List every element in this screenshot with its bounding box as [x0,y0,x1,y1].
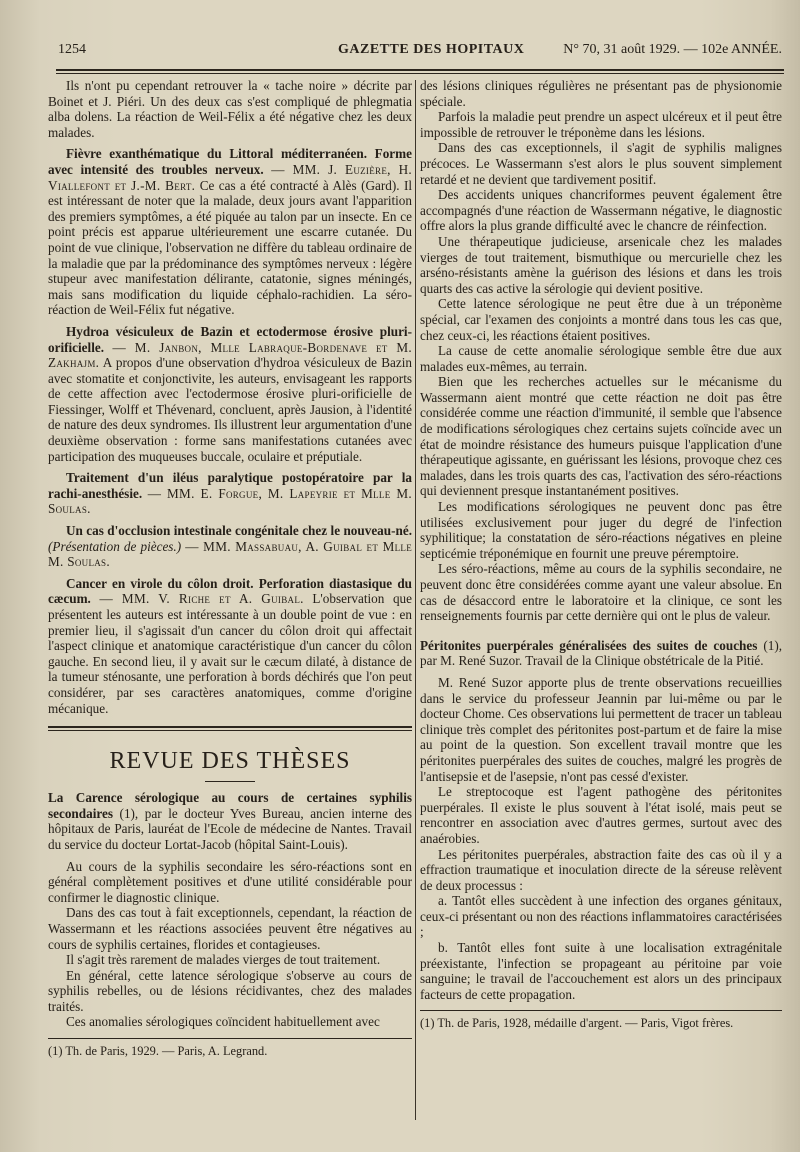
journal-title: GAZETTE DES HOPITAUX [338,42,525,57]
paragraph: b. Tantôt elles font suite à une localisation extragénitale préexistante, l'infection se propageant au péritoine par voie sanguine; le travail de l'accouchement est alors un des principaux facteurs de cette propagation. [420,940,782,1002]
paragraph: Une thérapeutique judicieuse, arsenicale chez les malades vierges de tout traitement, bismuthique ou mercurielle chez les arséno-résistants amène la guérison des lésions et dans les trois quarts des cas active la sérologie qui devient positive. [420,233,782,296]
header-rule-thin [56,73,784,74]
section-title: Cancer en virole du côlon droit. Perforation diastasique du cæcum. [48,575,412,607]
section-title: Fièvre exanthématique du Littoral méditerranéen. Forme avec intensité des troubles nerveux. [48,146,412,177]
paragraph: Ces anomalies sérologiques coïncident habituellement avec [66,1014,380,1030]
thesis-carence-heading [48,790,412,852]
paragraph: Dans des cas tout à fait exceptionnels, cependant, la réaction de Wassermann et les réactions associées peuvent être négatives au cours de syphilis certaines, florides et contagieuses. [48,905,412,952]
page-number: 1254 [58,42,86,57]
paragraph: La cause de cette anomalie sérologique semble être due aux malades eux-mêmes, au terrain. [420,343,782,374]
theses-heading: REVUE DES THÈSES [109,748,351,775]
paragraph: Bien que les recherches actuelles sur le mécanisme du Wassermann aient montré que cette réaction ne doit pas être considérée comme une réaction d'immunité, il semble que l'absence de modifications sérologiques chez certains sujets coïncide avec un état de moindre résistance des humeurs puisque l'application d'une thérapeutique agissante, en guérissant les lésions, provoque chez ces malades, dans les trois quarts des cas, l'activation des séro-réactions qui deviennent presque instantanément positives. [420,374,782,499]
issue-info: N° 70, 31 août 1929. — 102e ANNÉE. [563,42,782,57]
section-authors: — MM. V. Riche et A. Guibal. [99,591,304,607]
section-title: Un cas d'occlusion intestinale congénitale chez le nouveau-né. [66,523,412,539]
section-authors: — MM. J. Euzière, H. Viallefont et J.-M. Bert. [48,161,413,193]
header-rule [56,69,784,71]
paragraph: Il s'agit très rarement de malades vierges de tout traitement. [66,952,381,968]
thesis-title: Péritonites puerpérales généralisées des suites de couches [420,637,758,653]
footnote: (1) Th. de Paris, 1929. — Paris, A. Legrand. [48,1044,268,1059]
paragraph: Cette latence sérologique ne peut être due à un tréponème spécial, car l'examen des conjoints a montré dans tous les cas que, chez ceux-ci, les réactions étaient positives. [420,296,782,343]
short-rule [205,781,255,782]
section-text: Ce cas a été contracté à Alès (Gard). Il est intéressant de noter que la malade, deux jours avant l'apparition des premiers symptômes, a été piquée au talon par un insecte. En ce point précis est apparue ultérieurement une escarre cutanée. Du point de vue clinique, l'observation ne diffère du tableau ordinaire de la maladie que par la prédominance des symptômes nerveux : légère stupeur avec manifestation délirante, catatonie, signes méningés, mais sans modification du liquide céphalo-rachidien. La séro-réaction de Weil-Félix fut négative. [48,177,413,318]
paragraph: des lésions cliniques régulières ne présentant pas de physionomie spéciale. [420,78,782,109]
section-occlusion [48,523,412,570]
paragraph: M. René Suzor apporte plus de trente observations recueillies dans le service du professeur Jeannin par lui-même ou par le docteur Chome. Ces observations lui permettent de tracer un tableau clinique très complet des péritonites post-partum et de faire la mise au point de la question. Son excellent travail montre que les péritonites puerpérales des suites de couches, malgré les progrès de l'antisepsie et de l'asepsie, n'ont pas cessé d'exister. [420,674,782,784]
paragraph: Ils n'ont pu cependant retrouver la « tache noire » décrite par Boinet et J. Piéri. Un des deux cas s'est compliqué de phlegmatia alba dolens. La réaction de Weil-Félix a été négative chez les deux malades. [48,78,412,140]
footnote-rule [420,1010,782,1011]
paragraph: Parfois la maladie peut prendre un aspect ulcéreux et il peut être impossible de retrouver le tréponème dans les lésions. [420,109,782,140]
left-column [48,78,412,1059]
footnote: (1) Th. de Paris, 1928, médaille d'argent. — Paris, Vigot frères. [420,1016,734,1031]
section-presentation: (Présentation de pièces.) [48,538,182,554]
paragraph: Au cours de la syphilis secondaire les séro-réactions sont en général complètement positives et d'une utilité considérable pour confirmer le diagnostic clinique. [48,858,412,905]
paragraph: Les modifications sérologiques ne peuvent donc pas être utilisées exclusivement pour juger du degré de l'infection syphilitique; la constatation de séro-réactions négatives en pleine septicémie tréponémique en fournit une preuve péremptoire. [420,499,782,561]
section-text: L'observation que présentent les auteurs est intéressante à un double point de vue : en premier lieu, il s'agissait d'un cancer du côlon droit qui affectait l'aspect clinique et anatomique caractéristique d'un cancer du côlon gauche. En second lieu, il y avait sur le cæcum dilaté, à distance de la tumeur sténosante, une perforation à bords déchirés que l'on peut considérer, par ses caractères anatomiques, comme d'origine mécanique. [48,591,413,716]
section-hydroa [48,324,412,464]
paragraph: a. Tantôt elles succèdent à une infection des organes génitaux, ceux-ci présentant ou non des réactions inflammatoires caractérisées ; [420,893,782,940]
section-title: Hydroa vésiculeux de Bazin et ectodermose érosive pluri-orificielle. [48,323,412,355]
section-title: Traitement d'un iléus paralytique postopératoire par la rachi-anesthésie. [48,470,412,501]
thesis-title: La Carence sérologique au cours de certaines syphilis secondaires [48,790,412,821]
paragraph: Des accidents uniques chancriformes peuvent également être accompagnés d'une réaction de Wassermann négative, le diagnostic offre alors la plus grande difficulté avec le chancre de réinfection. [420,187,782,234]
section-cancer [48,576,412,716]
thesis-byline: (1), par le docteur Yves Bureau, ancien interne des hôpitaux de Paris, lauréat de l'Ecole de médecine de Nantes. Travail du service du docteur Lortat-Jacob (hôpital Saint-Louis). [48,805,412,852]
paragraph: Dans des cas exceptionnels, il s'agit de syphilis malignes précoces. Le Wassermann s'est alors le plus souvent simplement retardé et ne devient que tardivement positif. [420,140,782,187]
thesis-byline: (1), par M. René Suzor. Travail de la Clinique obstétricale de la Pitié. [420,637,783,669]
paragraph: Le streptocoque est l'agent pathogène des péritonites puerpérales. Il existe le plus souvent à l'état isolé, mais peut se rencontrer en association avec d'autres germes, surtout avec des anaérobies. [420,784,782,846]
section-text: A propos d'une observation d'hydroa vésiculeux de Bazin avec stomatite et conjonctivite, les auteurs, envisageant les rapports de cette affection avec l'ectodermose érosive pluri-orificielle de Fiessinger, Wolff et Thévenard, concluent, après Jausion, à l'identité de nature des deux syndromes. Ils illustrent leur argumentation d'une deuxième observation : forme sans manifestations cutanées avec participation des muqueuses buccale, oculaire et préputiale. [48,355,412,464]
paragraph: En général, cette latence sérologique s'observe au cours de syphilis rebelles, ou de lésions récidivantes, chez des malades traités. [48,967,412,1014]
section-authors: — M. Janbon, Mlle Labraque-Bordenave et M. Zakhajm. [48,339,413,371]
footnote-rule [48,1038,412,1039]
section-divider [48,726,412,731]
section-authors: — MM. Massabuau, A. Guibal et Mlle M. Soulas. [48,538,412,570]
paragraph: Les séro-réactions, même au cours de la syphilis secondaire, ne peuvent donc être considérées comme ayant une valeur absolue. En cas de désaccord entre le laboratoire et la clinique, ce sont les renseignements fournis par cette dernière qui ont le plus de valeur. [420,561,782,624]
section-ileus [48,470,412,517]
column-divider [415,80,416,1120]
paragraph: Les péritonites puerpérales, abstraction faite des cas où il y a effraction traumatique et inoculation directe de la séreuse relèvent de deux processus : [420,846,782,893]
section-fievre [48,146,412,318]
thesis-peritonites-heading [420,638,782,669]
page-header [58,40,782,66]
section-authors: — MM. E. Forgue, M. Lapeyrie et Mlle M. Soulas. [48,485,412,517]
right-column [420,78,782,1031]
